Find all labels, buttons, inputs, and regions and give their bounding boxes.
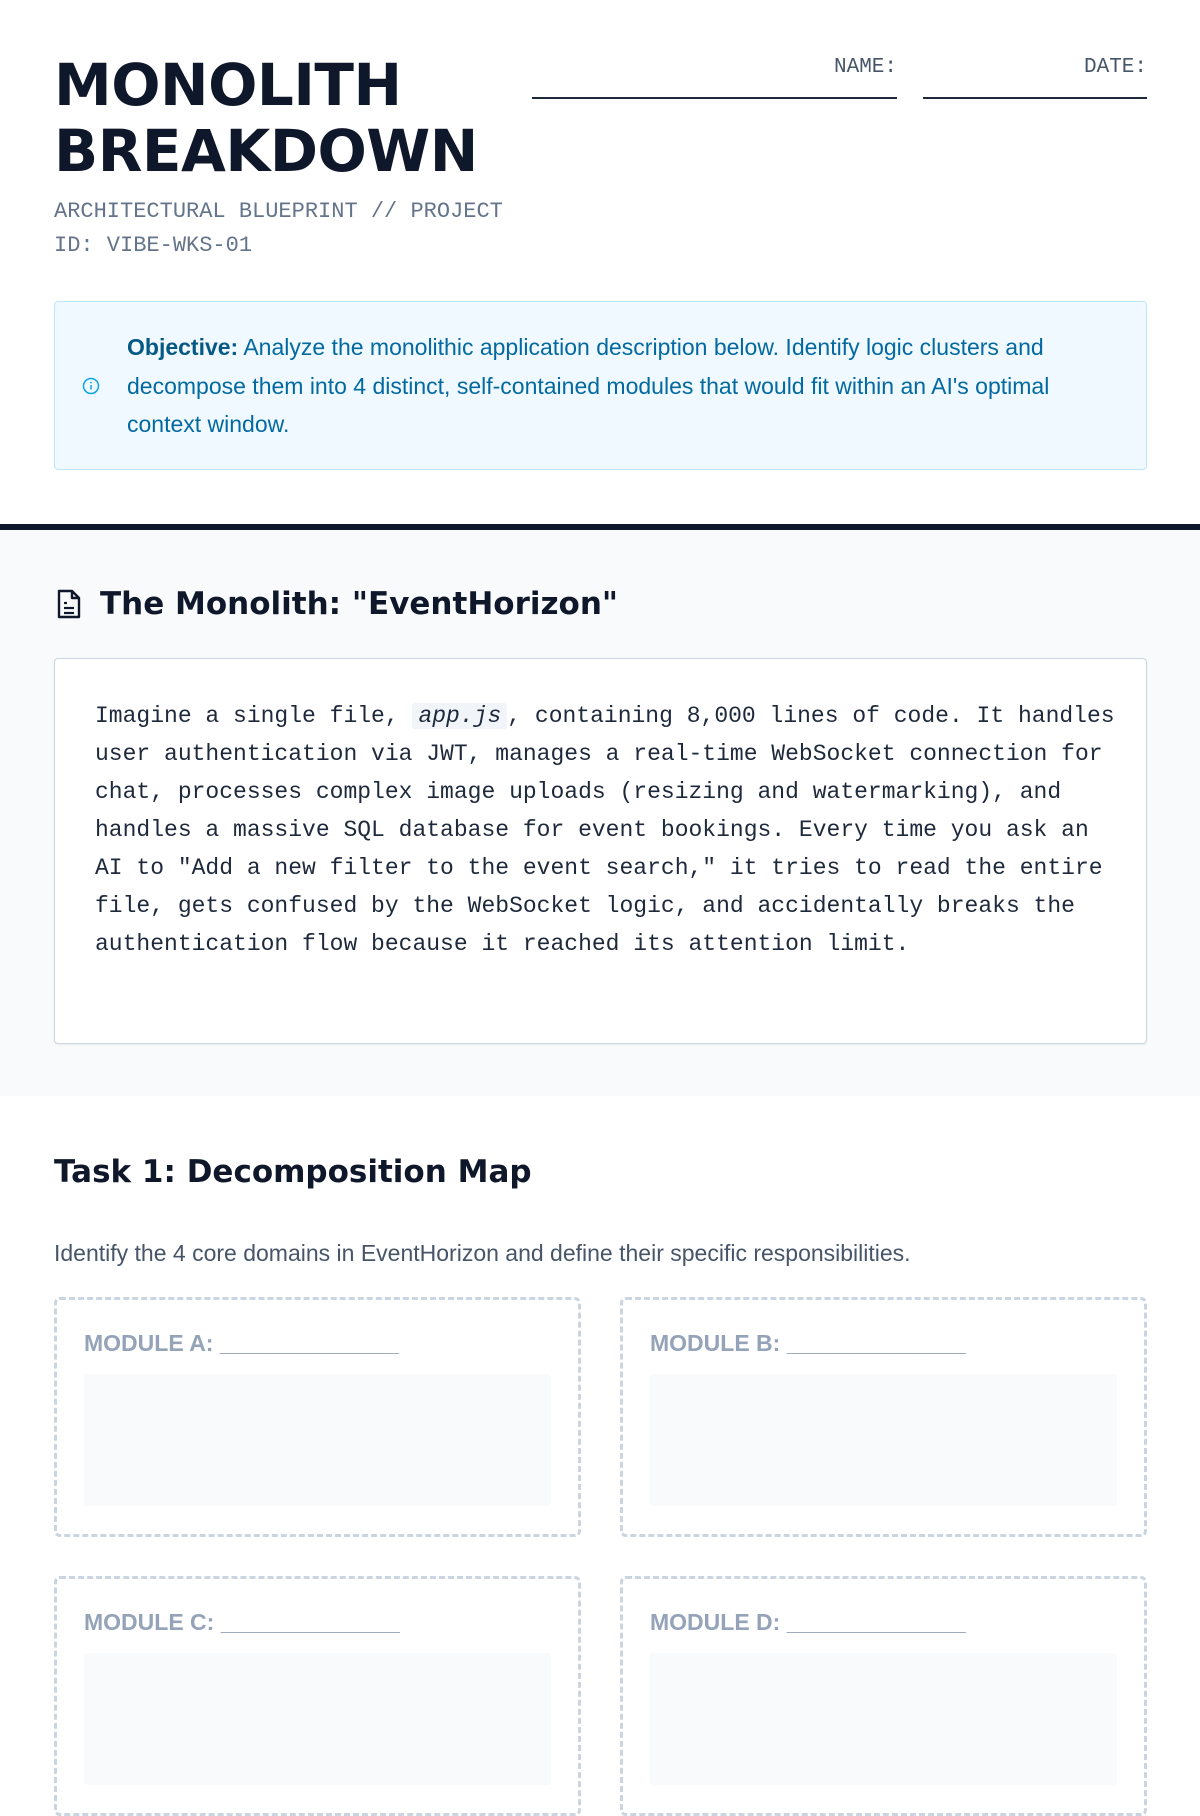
description-rest: , containing 8,000 lines of code. It handles user authentication via JWT, manages a real-time WebSocket connection for chat, processes complex image uploads (resizing and watermarking), and handles a massive SQL database for event bookings. Every time you ask an AI to "Add a new filter to the event search," it tries to read the entire file, gets confused by the WebSocket logic, and accidentally breaks the authentication flow because it reached its attention limit.: [95, 703, 1115, 957]
module-b-label: MODULE B: ______________: [650, 1330, 966, 1356]
objective-label: Objective:: [127, 334, 239, 360]
objective-callout: [54, 301, 1147, 470]
date-label: DATE:: [1083, 56, 1147, 79]
module-d-box: [620, 1576, 1147, 1816]
title-line-1: MONOLITH: [54, 51, 402, 119]
module-a-box: [54, 1297, 581, 1537]
monolith-description: [95, 697, 1115, 963]
module-d-answer-area[interactable]: [650, 1653, 1117, 1785]
date-line[interactable]: [923, 97, 1147, 99]
document-icon: [54, 588, 84, 620]
monolith-heading: [54, 586, 618, 622]
task-1-heading: Task 1: Decomposition Map: [54, 1154, 532, 1190]
info-icon: [82, 377, 100, 395]
module-c-answer-area[interactable]: [84, 1653, 551, 1785]
module-c-label: MODULE C: ______________: [84, 1609, 400, 1635]
module-d-label: MODULE D: ______________: [650, 1609, 966, 1635]
date-field[interactable]: [923, 56, 1147, 99]
objective-text: [127, 328, 1117, 444]
monolith-title: The Monolith: "EventHorizon": [100, 586, 619, 622]
objective-body: Analyze the monolithic application description below. Identify logic clusters and decompose them into 4 distinct, self-contained modules that would fit within an AI's optimal context window.: [127, 334, 1050, 437]
name-field[interactable]: [532, 56, 897, 99]
module-a-answer-area[interactable]: [84, 1374, 551, 1506]
name-line[interactable]: [532, 97, 897, 99]
module-b-box: [620, 1297, 1147, 1537]
name-label: NAME:: [833, 56, 897, 79]
module-a-label: MODULE A: ______________: [84, 1330, 399, 1356]
module-b-answer-area[interactable]: [650, 1374, 1117, 1506]
worksheet-header: [0, 0, 1200, 300]
task-1-description: Identify the 4 core domains in EventHorizon and define their specific responsibilities.: [54, 1240, 911, 1266]
description-start: Imagine a single file,: [95, 703, 413, 729]
module-c-box: [54, 1576, 581, 1816]
project-subtitle: ARCHITECTURAL BLUEPRINT // PROJECT ID: VIBE-WKS-01: [54, 199, 503, 258]
monolith-description-card: [54, 658, 1147, 1044]
monolith-section: [0, 530, 1200, 1096]
page-title: [54, 52, 478, 184]
title-line-2: BREAKDOWN: [54, 117, 478, 185]
filename-code: app.js: [412, 703, 507, 729]
